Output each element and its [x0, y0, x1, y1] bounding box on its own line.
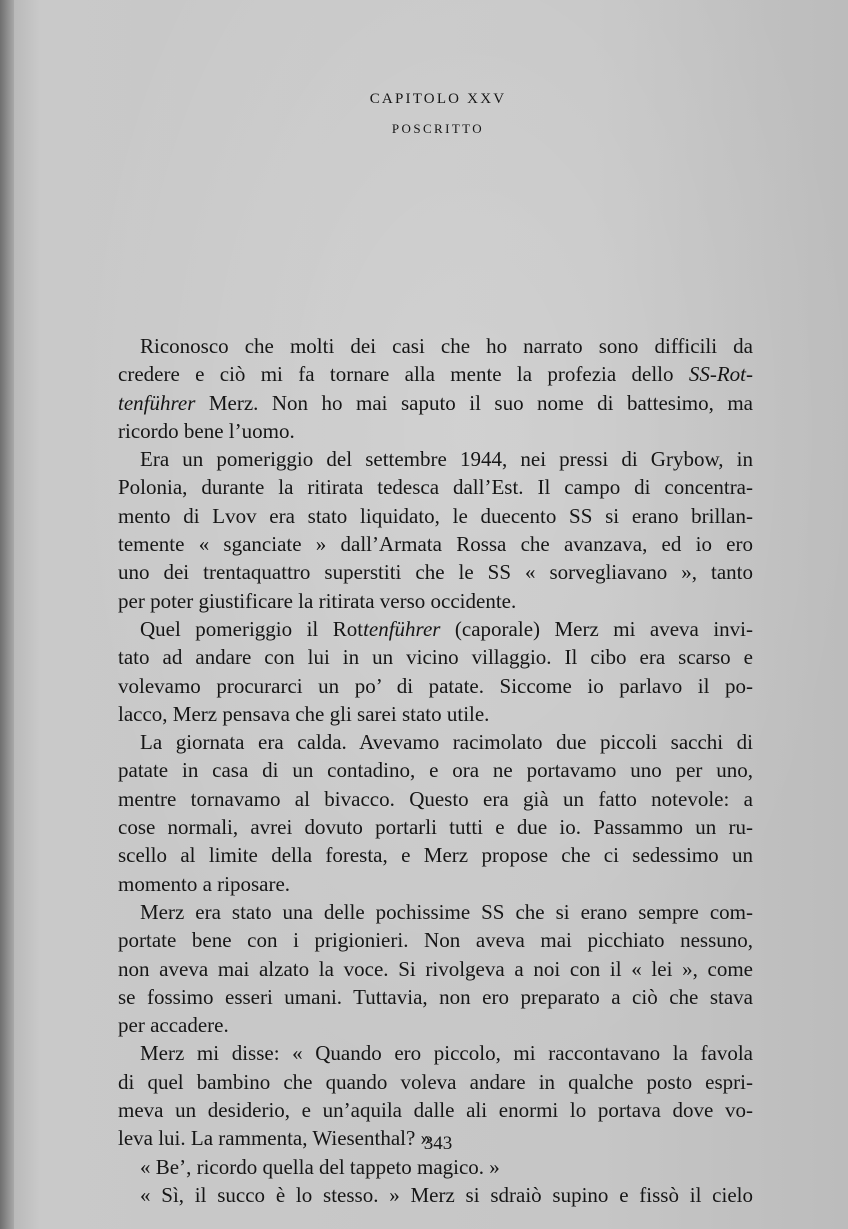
text-line: Riconosco che molti dei casi che ho narrato sono difficili da — [140, 334, 753, 358]
text-line: temente « sganciate » dall’Armata Rossa che avanzava, ed io ero — [118, 532, 753, 557]
text-line: ricordo bene l’uomo. — [118, 418, 295, 443]
text-line: La giornata era calda. Avevamo racimolato due piccoli sacchi di — [140, 730, 753, 755]
body-text — [118, 332, 753, 1209]
text-line: mentre tornavamo al bivacco. Questo era già un fatto notevole: a — [118, 786, 753, 811]
text-line: « Be’, ricordo quella del tappeto magico. » — [140, 1154, 500, 1179]
text-line: patate in casa di un contadino, e ora ne portavamo uno per uno, — [118, 758, 753, 783]
text-line: mento di Lvov era stato liquidato, le duecento SS si erano brillan- — [118, 503, 753, 528]
text-line: Era un pomeriggio del settembre 1944, nei pressi di Grybow, in — [140, 447, 753, 472]
text-line: cose normali, avrei dovuto portarli tutti e due io. Passammo un ru- — [118, 815, 753, 840]
book-spine-shadow — [0, 0, 14, 1229]
text-line: per accadere. — [118, 1013, 229, 1038]
text-line: volevamo procurarci un po’ di patate. Siccome io parlavo il po- — [118, 673, 753, 698]
text-line: se fossimo esseri umani. Tuttavia, non ero preparato a ciò che stava — [118, 984, 753, 1009]
text-line: per poter giustificare la ritirata verso occidente. — [118, 588, 517, 613]
text-line: « Sì, il succo è lo stesso. » Merz si sdraiò supino e fissò il cielo — [140, 1182, 753, 1207]
text-line: Merz era stato una delle pochissime SS che si erano sempre com- — [140, 899, 753, 924]
text-line: meva un desiderio, e un’aquila dalle ali enormi lo portava dove vo- — [118, 1098, 753, 1123]
text-line: credere e ciò mi fa tornare alla mente la profezia dello SS-Rot- — [118, 362, 753, 387]
text-line: uno dei trentaquattro superstiti che le SS « sorvegliavano », tanto — [118, 560, 753, 585]
text-line: non aveva mai alzato la voce. Si rivolgeva a noi con il « lei », come — [118, 956, 753, 981]
text-line: lacco, Merz pensava che gli sarei stato utile. — [118, 701, 490, 726]
text-line: Polonia, durante la ritirata tedesca dall’Est. Il campo di concentra- — [118, 475, 753, 500]
text-line: scello al limite della foresta, e Merz propose che ci sedessimo un — [118, 843, 753, 868]
page-number: 343 — [423, 1133, 453, 1154]
text-line: Merz mi disse: « Quando ero piccolo, mi raccontavano la favola — [140, 1041, 753, 1066]
chapter-title: POSCRITTO — [391, 121, 485, 136]
text-line: momento a riposare. — [118, 871, 291, 896]
text-line: Quel pomeriggio il Rottenführer (caporale) Merz mi aveva invi- — [140, 616, 753, 641]
text-line: tato ad andare con lui in un vicino villaggio. Il cibo era scarso e — [118, 645, 753, 670]
text-line: leva lui. La rammenta, Wiesenthal? » — [118, 1126, 432, 1151]
text-line: tenführer Merz. Non ho mai saputo il suo nome di battesimo, ma — [118, 390, 753, 415]
text-line: portate bene con i prigionieri. Non aveva mai picchiato nessuno, — [118, 928, 753, 953]
chapter-label: CAPITOLO XXV — [369, 91, 507, 107]
text-line: di quel bambino che quando voleva andare in qualche posto espri- — [118, 1069, 753, 1094]
